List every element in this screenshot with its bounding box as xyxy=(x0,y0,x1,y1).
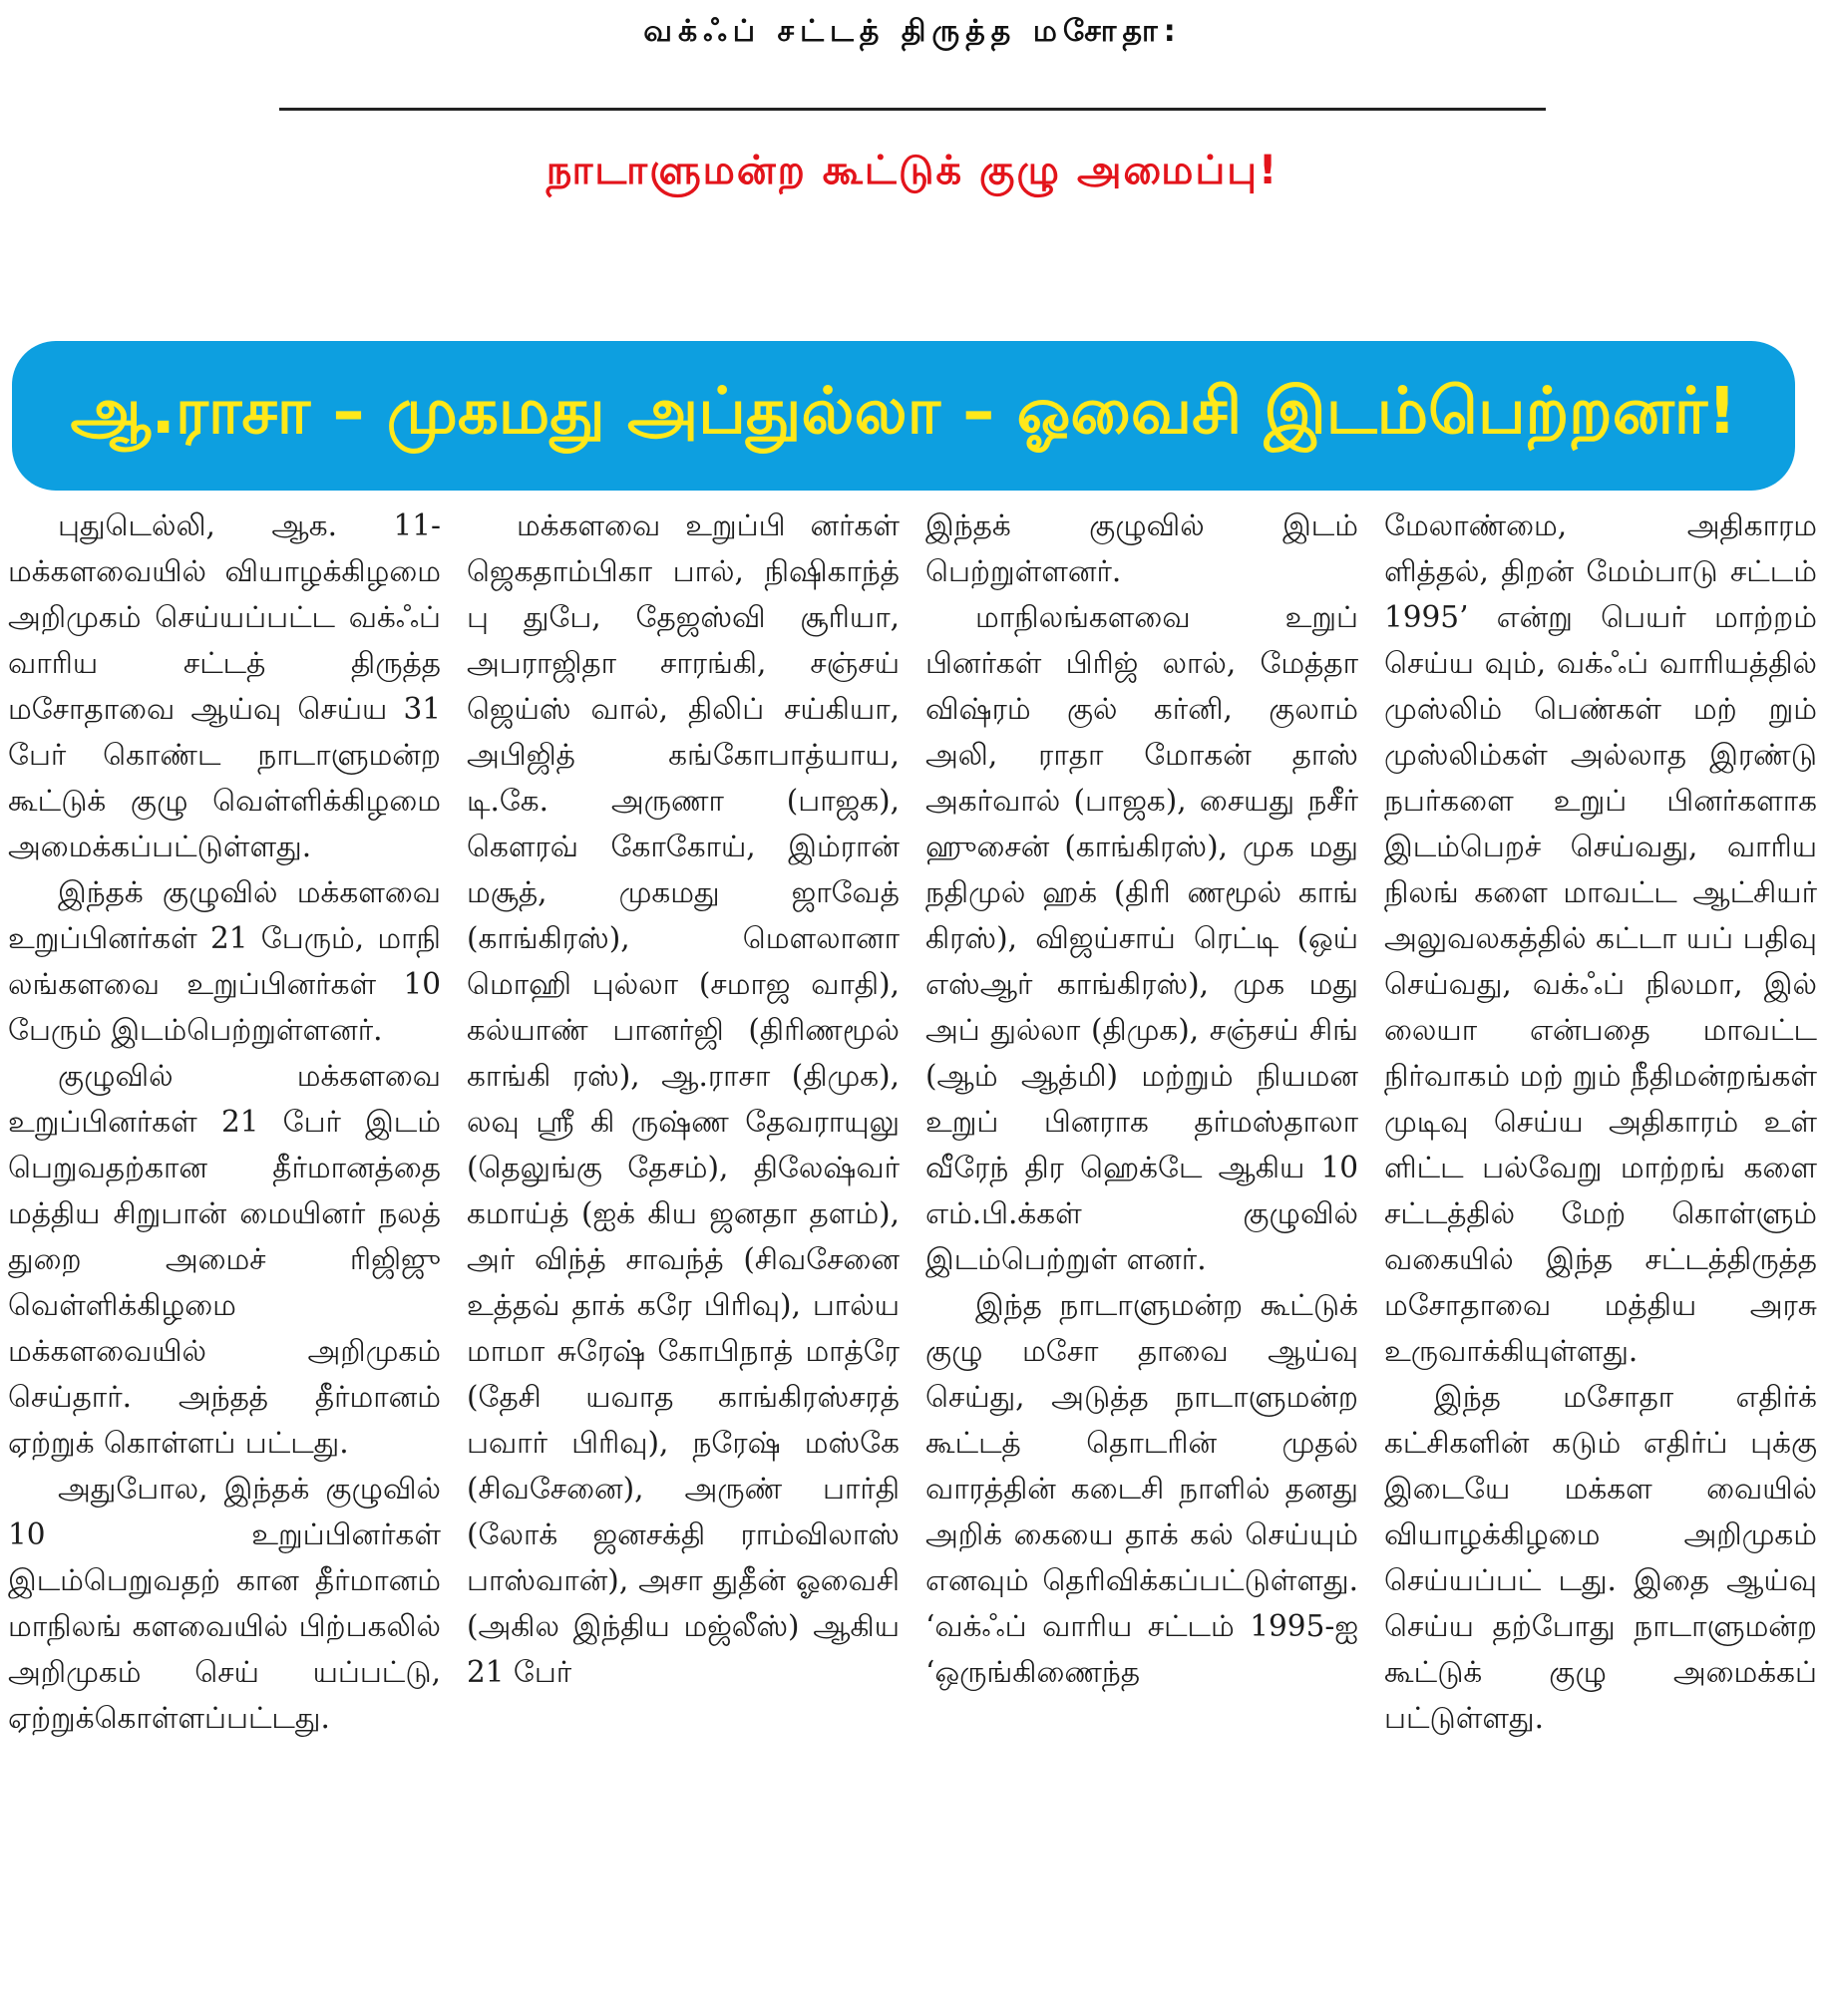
article-paragraph: இந்தக் குழுவில் மக்களவை உறுப்பினர்கள் 21 பேரும், மாநி லங்களவை உறுப்பினர்கள் 10 பேரும் இடம்பெற்றுள்ளனர். xyxy=(8,875,441,1047)
kicker-headline: வக்ஃப் சட்டத் திருத்த மசோதா: xyxy=(643,14,1182,49)
kicker-underline xyxy=(279,108,1546,111)
article-paragraph: இந்த மசோதா எதிர்க் கட்சிகளின் கடும் எதிர்ப் புக்கு இடையே மக்கள வையில் வியாழக்கிழமை அறிமுகம் செய்யப்பட் டது. இதை ஆய்வு செய்ய தற்போது நாடாளுமன்ற கூட்டுக் குழு அமைக்கப் பட்டுள்ளது. xyxy=(1384,1380,1817,1735)
article-column-1 xyxy=(8,503,441,2008)
article-paragraph: மக்களவை உறுப்பி னர்கள் ஜெகதாம்பிகா பால், நிஷிகாந்த் பு துபே, தேஜஸ்வி சூரியா, அபராஜிதா சாரங்கி, சஞ்சய் ஜெய்ஸ் வால், திலிப் சய்கியா, அபிஜித் கங்கோபாத்யாய, டி.கே. அருணா (பாஜக), கௌரவ் கோகோய், இம்ரான் மசூத், முகமது ஜாவேத் (காங்கிரஸ்), மௌலானா மொஹி புல்லா (சமாஜ வாதி), கல்யாண் பானர்ஜி (திரிணமூல் காங்கி ரஸ்), ஆ.ராசா (திமுக), லவு ஸ்ரீ கி ருஷ்ண தேவராயுலு (தெலுங்கு தேசம்), திலேஷ்வர் கமாய்த் (ஐக் கிய ஜனதா தளம்), அர் விந்த் சாவந்த் (சிவசேனை உத்தவ் தாக் கரே பிரிவு), பால்ய மாமா சுரேஷ் கோபிநாத் மாத்ரே (தேசி யவாத காங்கிரஸ்சரத் பவார் பிரிவு), நரேஷ் மஸ்கே (சிவசேனை), அருண் பார்தி (லோக் ஜனசக்தி ராம்விலாஸ் பாஸ்வான்), அசா துதீன் ஓவைசி (அகில இந்திய மஜ்லீஸ்) ஆகிய 21 பேர் xyxy=(467,508,900,1689)
article-column-2 xyxy=(467,503,900,2008)
subheadline-text: ஆ.ராசா – முகமது அப்துல்லா – ஓவைசி இடம்பெற்றனர்! xyxy=(70,375,1737,449)
main-headline: நாடாளுமன்ற கூட்டுக் குழு அமைப்பு! xyxy=(546,148,1279,193)
article-column-3 xyxy=(925,503,1358,2008)
article-column-4 xyxy=(1384,503,1817,2008)
article-paragraph: இந்தக் குழுவில் இடம் பெற்றுள்ளனர். xyxy=(925,508,1358,588)
subheadline-banner xyxy=(12,341,1795,491)
article-paragraph: மேலாண்மை, அதிகாரம ளித்தல், திறன் மேம்பாடு சட்டம் 1995’ என்று பெயர் மாற்றம் செய்ய வும், வக்ஃப் வாரியத்தில் முஸ்லிம் பெண்கள் மற் றும் முஸ்லிம்கள் அல்லாத இரண்டு நபர்களை உறுப் பினர்களாக இடம்பெறச் செய்வது, வாரிய நிலங் களை மாவட்ட ஆட்சியர் அலுவலகத்தில் கட்டா யப் பதிவு செய்வது, வக்ஃப் நிலமா, இல் லையா என்பதை மாவட்ட நிர்வாகம் மற் றும் நீதிமன்றங்கள் முடிவு செய்ய அதிகாரம் உள் ளிட்ட பல்வேறு மாற்றங் களை சட்டத்தில் மேற் கொள்ளும் வகையில் இந்த சட்டத்திருத்த மசோதாவை மத்திய அரசு உருவாக்கியுள்ளது. xyxy=(1384,508,1817,1368)
article-paragraph: மாநிலங்களவை உறுப் பினர்கள் பிரிஜ் லால், மேத்தா விஷ்ரம் குல் கர்னி, குலாம் அலி, ராதா மோகன் தாஸ் அகர்வால் (பாஜக), சையது நசீர் ஹுசைன் (காங்கிரஸ்), முக மது நதிமுல் ஹக் (திரி ணமூல் காங் கிரஸ்), விஜய்சாய் ரெட்டி (ஒய் எஸ்ஆர் காங்கிரஸ்), முக மது அப் துல்லா (திமுக), சஞ்சய் சிங் (ஆம் ஆத்மி) மற்றும் நியமன உறுப் பினராக தர்மஸ்தாலா வீரேந் திர ஹெக்டே ஆகிய 10 எம்.பி.க்கள் குழுவில் இடம்பெற்றுள் ளனர். xyxy=(925,600,1358,1276)
article-paragraph: இந்த நாடாளுமன்ற கூட்டுக் குழு மசோ தாவை ஆய்வு செய்து, அடுத்த நாடாளுமன்ற கூட்டத் தொடரின் முதல் வாரத்தின் கடைசி நாளில் தனது அறிக் கையை தாக் கல் செய்யும் எனவும் தெரிவிக்கப்பட்டுள்ளது. ‘வக்ஃப் வாரிய சட்டம் 1995-ஐ ‘ஒருங்கிணைந்த xyxy=(925,1288,1358,1689)
article-paragraph: புதுடெல்லி, ஆக. 11- மக்களவையில் வியாழக்கிழமை அறிமுகம் செய்யப்பட்ட வக்ஃப் வாரிய சட்டத் திருத்த மசோதாவை ஆய்வு செய்ய 31 பேர் கொண்ட நாடாளுமன்ற கூட்டுக் குழு வெள்ளிக்கிழமை அமைக்கப்பட்டுள்ளது. xyxy=(8,508,441,863)
article-body xyxy=(8,503,1817,2008)
article-paragraph: அதுபோல, இந்தக் குழுவில் 10 உறுப்பினர்கள் இடம்பெறுவதற் கான தீர்மானம் மாநிலங் களவையில் பிற்பகலில் அறிமுகம் செய் யப்பட்டு, ஏற்றுக்கொள்ளப்பட்டது. xyxy=(8,1472,441,1735)
article-paragraph: குழுவில் மக்களவை உறுப்பினர்கள் 21 பேர் இடம் பெறுவதற்கான தீர்மானத்தை மத்திய சிறுபான் மையினர் நலத் துறை அமைச் ரிஜிஜு வெள்ளிக்கிழமை மக்களவையில் அறிமுகம் செய்தார். அந்தத் தீர்மானம் ஏற்றுக் கொள்ளப் பட்டது. xyxy=(8,1059,441,1460)
